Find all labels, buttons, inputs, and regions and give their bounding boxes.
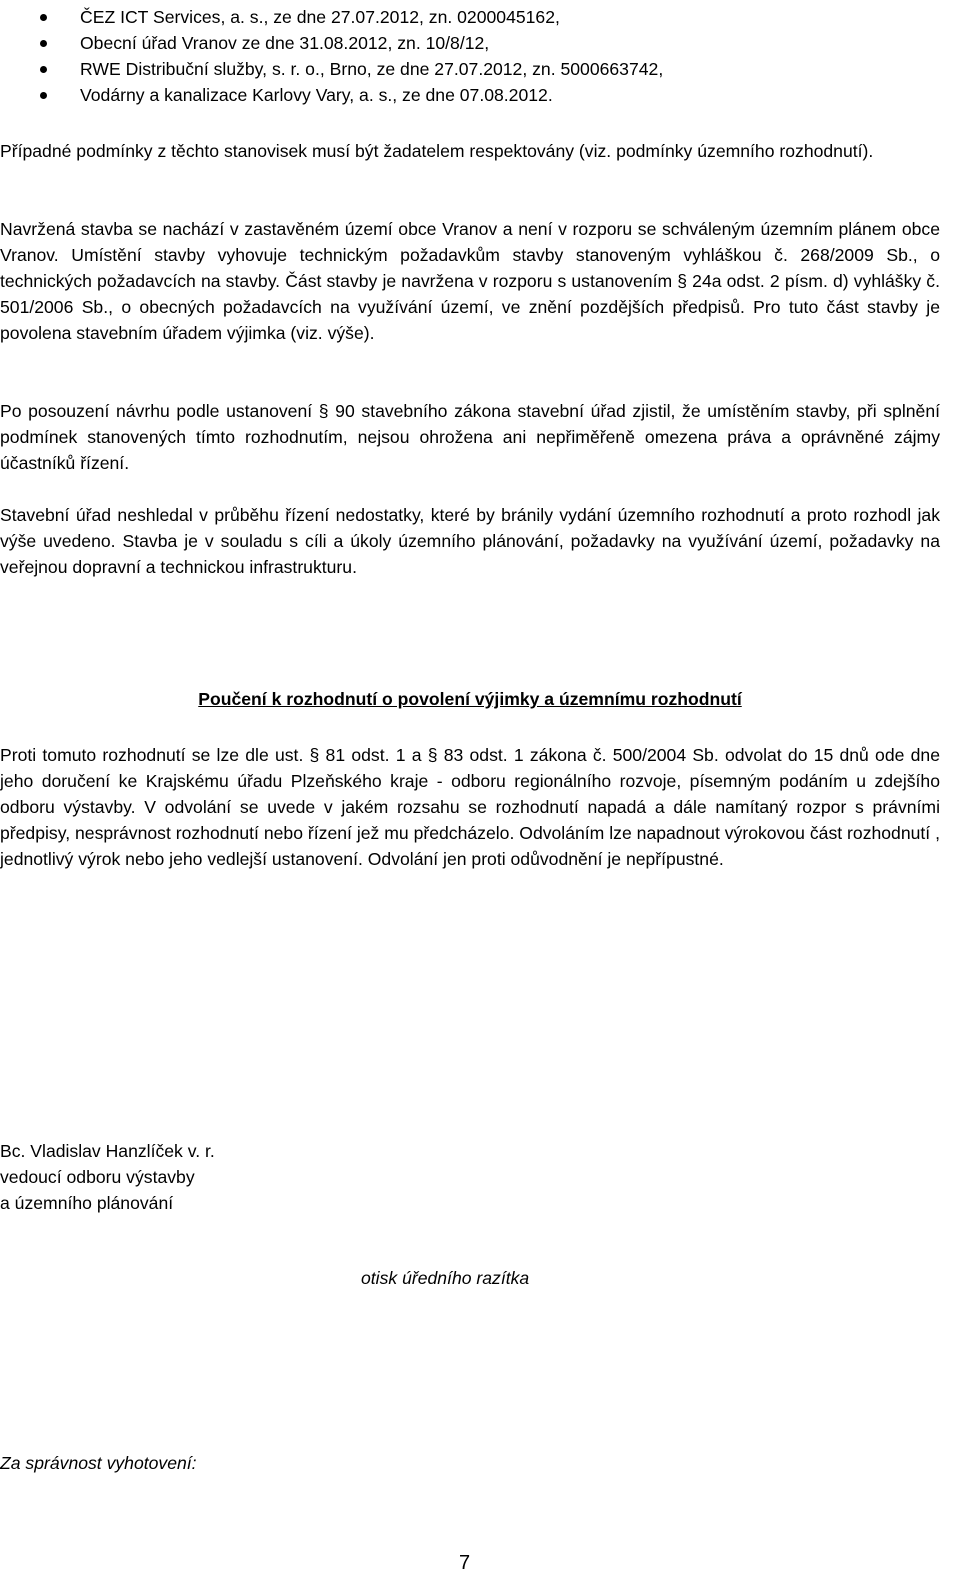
appeal-instruction-paragraph: Proti tomuto rozhodnutí se lze dle ust. § 81 odst. 1 a § 83 odst. 1 zákona č. 500/2004 Sb. odvolat do 15 dnů ode dne jeho doručení ke Krajskému úřadu Plzeňského kraje - odboru regionálního rozvoje, písemným podáním u zdejšího odboru výstavby. V odvolání se uvede v jakém rozsahu se rozhodnutí napadá a dále namítaný rozpor s právními předpisy, nesprávnost rozhodnutí nebo řízení jež mu předcházelo. Odvoláním lze napadnout výrokovou část rozhodnutí , jednotlivý výrok nebo jeho vedlejší ustanovení. Odvolání jen proti odůvodnění je nepřípustné.	[0, 745, 940, 869]
bullet-icon	[40, 92, 47, 99]
conditions-paragraph: Případné podmínky z těchto stanovisek musí být žadatelem respektovány (viz. podmínky územního rozhodnutí).	[0, 141, 874, 161]
correctness-note: Za správnost vyhotovení:	[0, 1453, 197, 1473]
list-item: Obecní úřad Vranov ze dne 31.08.2012, zn. 10/8/12,	[0, 30, 950, 56]
stamp-note: otisk úředního razítka	[361, 1268, 530, 1288]
opinion-list	[0, 4, 950, 108]
signatory-role-continued: a územního plánování	[0, 1193, 174, 1213]
compliance-paragraph: Navržená stavba se nachází v zastavěném území obce Vranov a není v rozporu se schváleným územním plánem obce Vranov. Umístění stavby vyhovuje technickým požadavkům stavby stanoveným vyhláškou č. 268/2009 Sb., o technických požadavcích na stavby. Část stavby je navržena v rozporu s ustanovením § 24a odst. 2 písm. d) vyhlášky č. 501/2006 Sb., o obecných požadavcích na využívání území, ve znění pozdějších předpisů. Pro tuto část stavby je povolena stavebním úřadem výjimka (viz. výše).	[0, 219, 940, 343]
signature-block	[0, 1138, 215, 1216]
bullet-icon	[40, 14, 47, 21]
bullet-icon	[40, 40, 47, 47]
list-item: Vodárny a kanalizace Karlovy Vary, a. s., ze dne 07.08.2012.	[0, 82, 950, 108]
list-item: ČEZ ICT Services, a. s., ze dne 27.07.2012, zn. 0200045162,	[0, 4, 950, 30]
bullet-icon	[40, 66, 47, 73]
signatory-name: Bc. Vladislav Hanzlíček v. r.	[0, 1141, 215, 1161]
instruction-heading: Poučení k rozhodnutí o povolení výjimky a územnímu rozhodnutí	[198, 689, 742, 709]
conclusion-paragraph: Stavební úřad neshledal v průběhu řízení nedostatky, které by bránily vydání územního rozhodnutí a proto rozhodl jak výše uvedeno. Stavba je v souladu s cíli a úkoly územního plánování, požadavky na využívání území, požadavky na veřejnou dopravní a technickou infrastrukturu.	[0, 505, 940, 577]
list-item: RWE Distribuční služby, s. r. o., Brno, ze dne 27.07.2012, zn. 5000663742,	[0, 56, 950, 82]
assessment-paragraph: Po posouzení návrhu podle ustanovení § 90 stavebního zákona stavební úřad zjistil, že umístěním stavby, při splnění podmínek stanovených tímto rozhodnutím, nejsou ohrožena ani nepřiměřeně omezena práva a oprávněné zájmy účastníků řízení.	[0, 401, 940, 473]
signatory-role: vedoucí odboru výstavby	[0, 1167, 195, 1187]
page-number: 7	[459, 1552, 471, 1574]
